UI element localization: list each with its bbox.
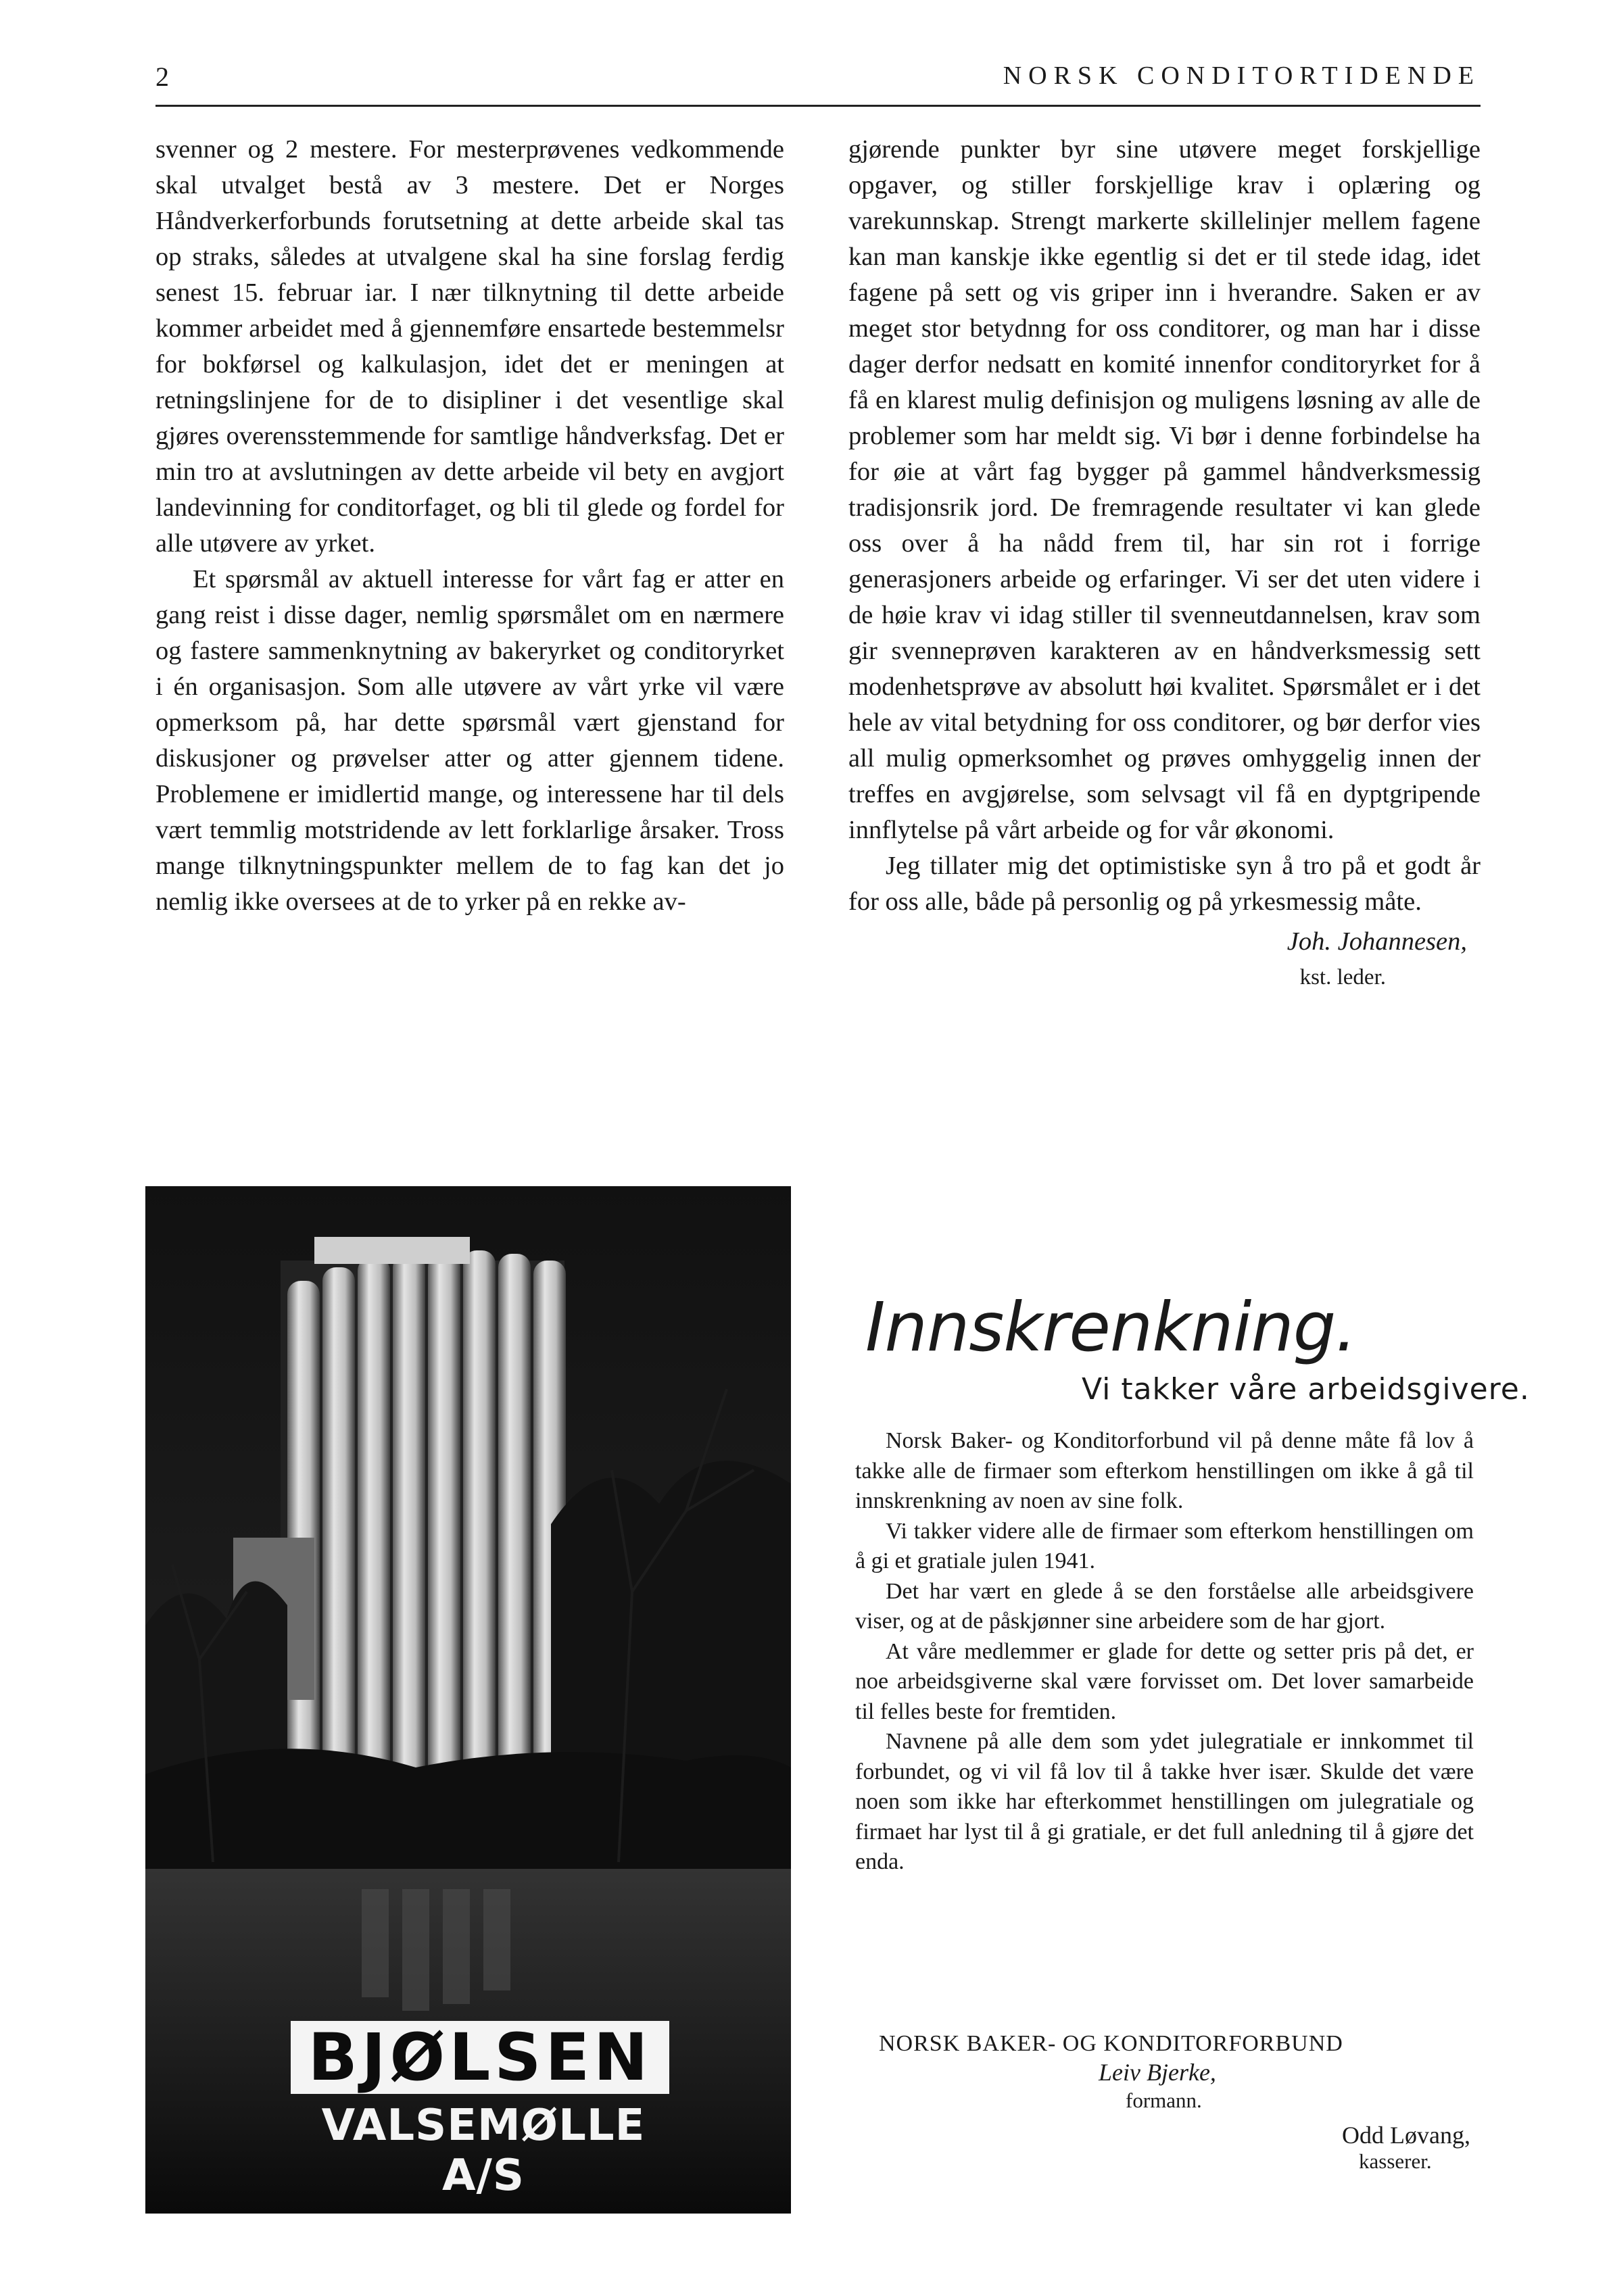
left-paragraph-2: Et spørsmål av aktuell interesse for vårt fag er atter en gang reist i disse dager, nemlig spørsmålet om en nærmere og fastere sammenknytning av bakeryrket og conditoryrket i én organisasjon. Som alle utøvere av vårt yrke vil være opmerksom på, har dette spørsmål vært gjenstand for diskusjoner og prøvelser atter og atter gjennem tidene. Problemene er imidlertid mange, og interessene har til dels vært temmlig motstridende av lett forklarlige årsaker. Tross mange tilknytningspunkter mellem de to fag kan det jo nemlig ikke oversees at de to yrker på en rekke av- xyxy=(155,565,784,916)
notice-paragraph-2: Vi takker videre alle de firmaer som efterkom henstillingen om å gi et gratiale julen 1941. xyxy=(855,1518,1474,1573)
ad-company-subtitle: VALSEMØLLE A/S xyxy=(321,2101,646,2201)
treasurer-signature: Odd Løvang, xyxy=(1342,2122,1470,2149)
notice-paragraph-1: Norsk Baker- og Konditorforbund vil på denne måte få lov å takke alle de firmaer som efterkom henstillingen om ikke å gå til innskrenkning av noen av sine folk. xyxy=(855,1428,1474,1513)
page-number: 2 xyxy=(155,62,169,92)
left-column xyxy=(155,132,784,920)
header-rule xyxy=(155,105,1481,107)
notice-title: Innskrenkning. xyxy=(865,1288,1356,1367)
right-paragraph-1: gjørende punkter byr sine utøvere meget forskjellige opgaver, og stiller forskjellige krav i oplæring og varekunnskap. Strengt markerte skillelinjer mellem fagene kan man kanskje ikke egentlig si det er til stede idag, idet fagene på sett og vis griper inn i hverandre. Saken er av meget stor betydnng for oss conditorer, og man har i disse dager derfor nedsatt en komité innenfor conditoryrket for å få en klarest mulig definisjon og muligens løsning av alle de problemer som har meldt sig. Vi bør i denne forbindelse ha for øie at vårt fag bygger på gammel håndverksmessig tradisjonsrik jord. De fremragende resultater vi kan glede oss over å ha nådd frem til, har sin rot i forrige generasjoners arbeide og erfaringer. Vi ser det uten videre i de høie krav vi idag stiller til svenneutdannelsen, krav som gir svenneprøven karakteren av en håndverksmessig sett modenhetsprøve av absolutt høi kvalitet. Spørsmålet er i det hele av vital betydning for oss conditorer, og bør derfor vies all mulig opmerksomhet og prøves omhyggelig innen der treffes en avgjørelse, som selvsagt vil få en dyptgripende innflytelse på vårt arbeide og for vår økonomi. xyxy=(848,135,1481,844)
notice-paragraph-4: At våre medlemmer er glade for dette og setter pris på det, er noe arbeidsgiverne skal være forvisset om. Det lover samarbeide til felles beste for fremtiden. xyxy=(855,1638,1474,1724)
right-paragraph-2: Jeg tillater mig det optimistiske syn å tro på et godt år for oss alle, både på personlig og på yrkesmessig måte. xyxy=(848,852,1481,916)
notice-body xyxy=(855,1426,1474,1878)
notice-paragraph-5: Navnene på alle dem som ydet julegratiale er innkommet til forbundet, og vi vil få lov til å takke hver især. Skulde det være noen som ikke har efterkommet henstillingen om julegratiale og firmaet har lyst til å gi gratiale, er det full anledning til å gjøre det enda. xyxy=(855,1729,1474,1874)
notice-paragraph-3: Det har vært en glede å se den forståelse alle arbeidsgivere viser, og at de påskjønner sine arbeidere som de har gjort. xyxy=(855,1578,1474,1634)
author-title: kst. leder. xyxy=(1299,965,1386,990)
treasurer-title: kasserer. xyxy=(1359,2149,1432,2173)
notice-subtitle: Vi takker våre arbeidsgivere. xyxy=(1082,1372,1530,1407)
right-column xyxy=(848,132,1481,996)
ad-brand-name: BJØLSEN xyxy=(291,2021,669,2094)
journal-title: NORSK CONDITORTIDENDE xyxy=(1003,62,1481,90)
chair-signature: Leiv Bjerke, xyxy=(1099,2059,1216,2086)
bjolsen-advertisement xyxy=(145,1186,791,2214)
page-header xyxy=(155,61,1481,101)
author-signature: Joh. Johannesen, xyxy=(1287,927,1467,956)
organization-name: NORSK BAKER- OG KONDITORFORBUND xyxy=(879,2031,1343,2056)
chair-title: formann. xyxy=(1126,2089,1202,2112)
left-paragraph-1: svenner og 2 mestere. For mesterprøvenes vedkommende skal utvalget bestå av 3 mestere. Det er Norges Håndverkerforbunds forutsetning at dette arbeide skal tas op straks, således at utvalgene skal ha sine forslag ferdig senest 15. februar iar. I nær tilknytning til dette arbeide kommer arbeidet med å gjennemføre ensartede bestemmelsr for bokførsel og kalkulasjon, idet det er meningen at retningslinjene for de to disipliner i det vesentlige skal gjøres overensstemmende for samtlige håndverksfag. Det er min tro at avslutningen av dette arbeide vil bety en avgjort landevinning for conditorfaget, og bli til glede og fordel for alle utøvere av yrket. xyxy=(155,135,784,558)
